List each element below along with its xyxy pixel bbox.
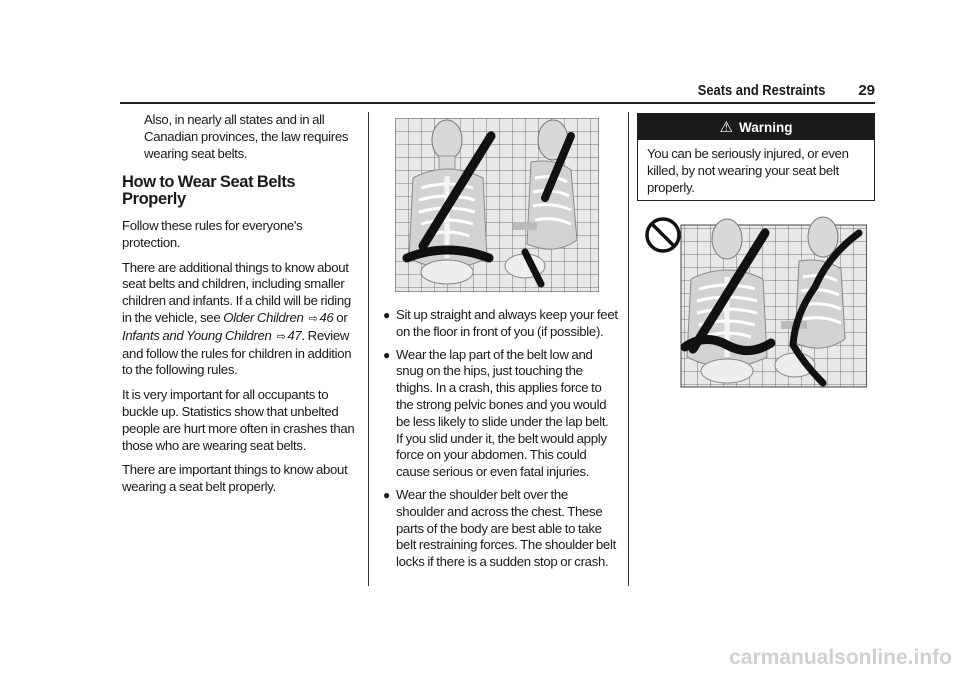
bullet-icon: ● [383, 347, 390, 362]
paragraph-rules: Follow these rules for everyone's protection. [122, 217, 303, 250]
list-item-text: Wear the shoulder belt over the shoulder and across the chest. These parts of the body are best able to take belt restraining forces. The shoulder belt locks if there is a sudden stop or crash. [396, 486, 616, 570]
intro-paragraph: Also, in nearly all states and in all Canadian provinces, the law requires wearing seat belts. [144, 112, 349, 161]
list-item [383, 307, 618, 341]
link-older-children[interactable]: Older Children [223, 309, 304, 325]
paragraph-children [122, 260, 356, 380]
column-divider-right [628, 112, 629, 586]
paragraph-important: There are important things to know about wearing a seat belt properly. [122, 462, 348, 495]
warning-icon: ⚠ [719, 119, 733, 136]
watermark: carmanualsonline.info [729, 646, 952, 669]
warning-title: Warning [738, 119, 793, 135]
rules-list [383, 307, 618, 571]
seat-belt-improper-illustration [645, 215, 867, 389]
bullet-icon: ● [383, 487, 390, 502]
page-number: 29 [858, 82, 875, 99]
prohibition-icon [647, 219, 679, 251]
section-heading: How to Wear Seat Belts Properly [122, 173, 296, 209]
seat-belt-proper-illustration [395, 118, 599, 292]
header-rule [120, 102, 875, 104]
column-left [122, 112, 356, 504]
list-item-text: Wear the lap part of the belt low and snug on the hips, just touching the thighs. In a crash, this applies force to the strong pelvic bones and you would be less likely to slide under the lap belt. If you slid under it, the belt would apply force on your abdomen. This could cause serious or even fatal injuries. [396, 346, 609, 480]
column-divider-left [368, 112, 369, 586]
bullet-icon: ● [383, 308, 390, 322]
paragraph-statistics: It is very important for all occupants to buckle up. Statistics show that unbelted people are hurt more often in crashes than those who are wearing seat belts. [122, 387, 355, 453]
warning-box [637, 113, 875, 201]
list-item [383, 487, 618, 571]
paragraph-children-text: There are additional things to know about seat belts and children, including smaller children and infants. If a child will be riding in the vehicle, see [122, 259, 351, 325]
paragraph-children-end: . Review and follow the rules for children in addition to the following rules. [122, 327, 352, 378]
column-middle [383, 307, 618, 577]
section-title: Seats and Restraints [697, 82, 825, 99]
warning-text: You can be seriously injured, or even killed, by not wearing your seat belt properly. [647, 146, 849, 195]
page-ref-arrow-icon: ⇨ [308, 312, 318, 325]
link-infants-young-children[interactable]: Infants and Young Children [122, 327, 272, 343]
page-ref-47[interactable]: 47 [287, 327, 302, 343]
page-ref-46[interactable]: 46 [319, 309, 334, 325]
page-ref-arrow-icon: ⇨ [276, 330, 286, 343]
page-header [120, 82, 875, 104]
list-item [383, 347, 618, 481]
warning-header [638, 114, 874, 140]
paragraph-children-or: or [333, 309, 348, 325]
list-item-text: Sit up straight and always keep your feet on the floor in front of you (if possible). [396, 307, 618, 339]
